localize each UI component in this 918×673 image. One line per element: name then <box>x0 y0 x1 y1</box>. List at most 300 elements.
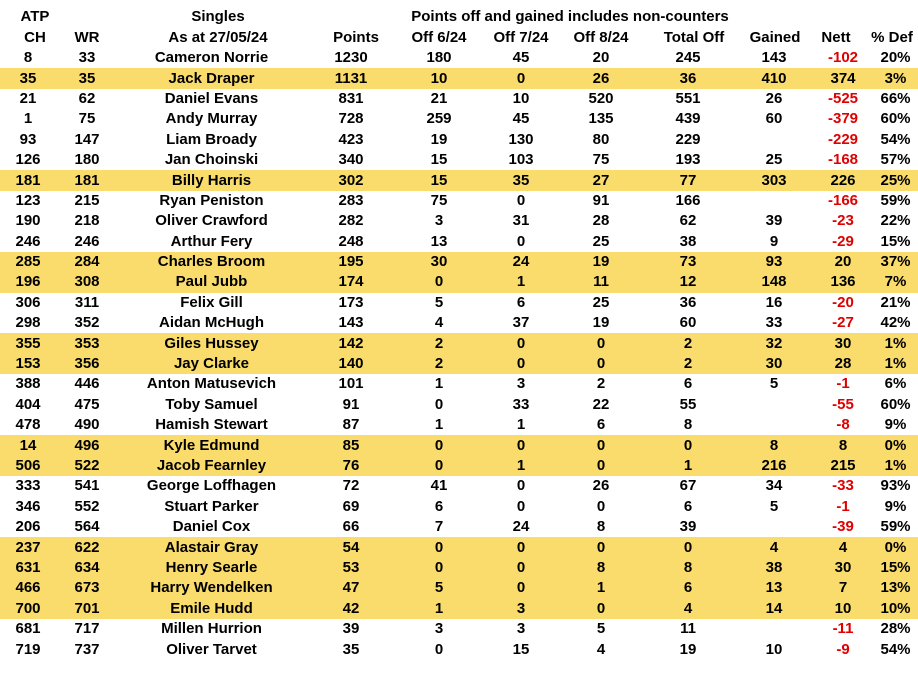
off-7-24-cell: 0 <box>481 578 561 598</box>
table-row <box>0 252 918 272</box>
total-off-cell: 0 <box>641 537 735 557</box>
nett-cell: -525 <box>827 89 859 107</box>
table-row <box>0 456 918 476</box>
pct-def-cell: 93% <box>880 477 911 495</box>
off-6-24-cell: 5 <box>434 293 444 311</box>
wr-cell: 218 <box>74 212 100 230</box>
wr-cell: 75 <box>78 110 96 128</box>
off-7-24-cell: 3 <box>516 620 526 638</box>
pct-def-cell: 9% <box>884 497 907 515</box>
player-name-cell: Jack Draper <box>118 68 305 88</box>
pct-def-cell: 7% <box>873 272 918 292</box>
total-off-cell: 6 <box>683 497 693 515</box>
wr-cell: 701 <box>56 599 118 619</box>
table-row <box>0 639 918 659</box>
off-8-24-column-header: Off 8/24 <box>573 29 629 46</box>
player-name-cell: George Loffhagen <box>146 477 277 495</box>
off-6-24-cell: 0 <box>397 558 481 578</box>
off-7-24-cell: 1 <box>481 456 561 476</box>
points-cell: 142 <box>305 333 397 353</box>
singles-header: Singles <box>191 8 245 25</box>
ch-cell: 35 <box>0 68 56 88</box>
off-6-24-cell: 7 <box>434 518 444 536</box>
points-cell: 54 <box>305 537 397 557</box>
off-7-24-cell: 3 <box>516 375 526 393</box>
total-off-cell: 60 <box>679 314 697 332</box>
player-name-cell: Felix Gill <box>180 293 243 311</box>
nett-cell: -229 <box>827 130 859 148</box>
off-6-24-cell: 21 <box>430 89 448 107</box>
points-cell: 282 <box>338 212 364 230</box>
points-cell: 69 <box>342 497 360 515</box>
off-7-24-cell: 0 <box>481 558 561 578</box>
player-name-cell: Stuart Parker <box>164 497 259 515</box>
total-off-cell: 2 <box>641 333 735 353</box>
pct-def-cell: 13% <box>873 578 918 598</box>
table-row <box>0 150 918 170</box>
ch-cell: 206 <box>15 518 41 536</box>
table-row <box>0 619 918 639</box>
as-at-date-header: As at 27/05/24 <box>168 29 268 46</box>
off-8-24-cell: 19 <box>592 314 610 332</box>
wr-cell: 541 <box>74 477 100 495</box>
player-name-cell: Daniel Evans <box>164 89 259 107</box>
player-name-cell: Toby Samuel <box>165 395 258 413</box>
player-name-cell: Charles Broom <box>118 252 305 272</box>
player-name-cell: Oliver Crawford <box>155 212 268 230</box>
off-7-24-cell: 37 <box>512 314 530 332</box>
pct-def-cell: 66% <box>880 89 911 107</box>
total-off-column-header: Total Off <box>663 29 725 46</box>
table-row <box>0 333 918 353</box>
gained-cell: 4 <box>735 537 813 557</box>
ch-cell: 21 <box>19 89 37 107</box>
off-8-24-cell: 26 <box>592 477 610 495</box>
wr-cell: 353 <box>56 333 118 353</box>
off-8-24-cell: 25 <box>592 232 610 250</box>
total-off-cell: 62 <box>679 212 697 230</box>
pct-def-column-header: % Def <box>871 29 913 46</box>
gained-cell: 14 <box>735 599 813 619</box>
off-7-24-cell: 0 <box>516 191 526 209</box>
gained-cell <box>735 619 813 639</box>
total-off-cell: 36 <box>679 293 697 311</box>
off-6-24-cell: 6 <box>434 497 444 515</box>
player-name-cell: Emile Hudd <box>118 599 305 619</box>
ch-cell: 466 <box>0 578 56 598</box>
nett-cell: -20 <box>832 293 854 311</box>
off-8-24-cell: 8 <box>561 558 641 578</box>
off-8-24-cell: 20 <box>592 49 610 67</box>
player-name-cell: Henry Searle <box>118 558 305 578</box>
points-cell: 728 <box>338 110 364 128</box>
off-7-24-cell: 35 <box>481 170 561 190</box>
gained-cell: 25 <box>765 151 783 169</box>
nett-cell: -33 <box>832 477 854 495</box>
total-off-cell: 8 <box>641 558 735 578</box>
ch-cell: 123 <box>15 191 41 209</box>
points-cell: 72 <box>342 477 360 495</box>
nett-cell: 374 <box>813 68 873 88</box>
total-off-cell: 8 <box>683 416 693 434</box>
off-8-24-cell: 0 <box>561 456 641 476</box>
pct-def-cell: 1% <box>873 333 918 353</box>
points-note-header: Points off and gained includes non-counters <box>411 8 729 25</box>
wr-cell: 737 <box>74 640 100 658</box>
wr-column-header: WR <box>74 29 100 46</box>
nett-cell: 215 <box>813 456 873 476</box>
points-cell: 340 <box>338 151 364 169</box>
ch-cell: 153 <box>0 354 56 374</box>
off-8-24-cell: 0 <box>561 599 641 619</box>
player-name-cell: Cameron Norrie <box>154 49 269 67</box>
ch-cell: 298 <box>15 314 41 332</box>
player-name-cell: Jacob Fearnley <box>118 456 305 476</box>
player-name-cell: Jan Choinski <box>164 151 259 169</box>
ch-cell: 237 <box>0 537 56 557</box>
off-6-24-cell: 0 <box>434 640 444 658</box>
off-6-24-cell: 0 <box>397 537 481 557</box>
off-7-24-cell: 24 <box>481 252 561 272</box>
gained-cell: 39 <box>765 212 783 230</box>
wr-cell: 35 <box>56 68 118 88</box>
off-6-24-cell: 1 <box>434 416 444 434</box>
ch-column-header: CH <box>24 29 46 46</box>
gained-cell <box>735 130 813 150</box>
ch-cell: 246 <box>15 232 41 250</box>
points-cell: 195 <box>305 252 397 272</box>
off-8-24-cell: 5 <box>596 620 606 638</box>
nett-cell: 4 <box>813 537 873 557</box>
off-6-24-cell: 15 <box>397 170 481 190</box>
off-6-24-cell: 10 <box>397 68 481 88</box>
total-off-cell: 73 <box>641 252 735 272</box>
off-7-24-cell: 0 <box>481 435 561 455</box>
off-7-24-cell: 45 <box>512 110 530 128</box>
pct-def-cell: 22% <box>880 212 911 230</box>
gained-cell: 5 <box>769 497 779 515</box>
off-6-24-cell: 75 <box>430 191 448 209</box>
off-6-24-cell: 2 <box>397 354 481 374</box>
off-7-24-cell: 33 <box>512 395 530 413</box>
nett-column-header: Nett <box>821 29 851 46</box>
off-8-24-cell: 0 <box>561 537 641 557</box>
points-cell: 66 <box>342 518 360 536</box>
pct-def-cell: 54% <box>880 130 911 148</box>
points-cell: 1230 <box>334 49 368 67</box>
nett-cell: 8 <box>813 435 873 455</box>
gained-cell: 30 <box>735 354 813 374</box>
table-row <box>0 313 918 333</box>
table-row <box>0 170 918 190</box>
nett-cell: 7 <box>813 578 873 598</box>
table-row <box>0 293 918 313</box>
wr-cell: 284 <box>56 252 118 272</box>
table-row <box>0 599 918 619</box>
ch-cell: 388 <box>15 375 41 393</box>
nett-cell: -1 <box>836 497 850 515</box>
off-8-24-cell: 8 <box>596 518 606 536</box>
wr-cell: 475 <box>74 395 100 413</box>
nett-cell: -1 <box>836 375 850 393</box>
off-7-24-cell: 1 <box>516 416 526 434</box>
table-row <box>0 109 918 129</box>
total-off-cell: 77 <box>641 170 735 190</box>
off-7-24-cell: 15 <box>512 640 530 658</box>
off-6-24-cell: 41 <box>430 477 448 495</box>
off-7-24-cell: 0 <box>481 354 561 374</box>
table-row <box>0 415 918 435</box>
player-name-cell: Andy Murray <box>165 110 258 128</box>
nett-cell: -55 <box>832 395 854 413</box>
off-8-24-cell: 0 <box>561 354 641 374</box>
player-name-cell: Anton Matusevich <box>146 375 277 393</box>
nett-cell: -168 <box>827 151 859 169</box>
table-row <box>0 232 918 252</box>
off-8-24-cell: 80 <box>592 130 610 148</box>
player-name-cell: Daniel Cox <box>172 518 251 536</box>
off-6-24-cell: 1 <box>434 375 444 393</box>
pct-def-cell: 42% <box>880 314 911 332</box>
gained-cell: 5 <box>769 375 779 393</box>
off-7-24-cell: 0 <box>516 497 526 515</box>
total-off-cell: 245 <box>675 49 701 67</box>
gained-cell: 26 <box>765 89 783 107</box>
table-row <box>0 435 918 455</box>
off-6-24-cell: 259 <box>426 110 452 128</box>
nett-cell: -11 <box>832 620 854 638</box>
nett-cell: -29 <box>832 232 854 250</box>
points-cell: 140 <box>305 354 397 374</box>
table-row <box>0 130 918 150</box>
off-6-24-cell: 30 <box>397 252 481 272</box>
ch-cell: 190 <box>15 212 41 230</box>
pct-def-cell: 6% <box>884 375 907 393</box>
off-8-24-cell: 0 <box>596 497 606 515</box>
pct-def-cell: 15% <box>880 232 911 250</box>
table-row <box>0 578 918 598</box>
ch-cell: 681 <box>15 620 41 638</box>
table-body <box>0 48 918 660</box>
wr-cell: 446 <box>74 375 100 393</box>
off-6-24-cell: 1 <box>397 599 481 619</box>
player-name-cell: Harry Wendelken <box>118 578 305 598</box>
gained-cell: 60 <box>765 110 783 128</box>
pct-def-cell: 60% <box>880 395 911 413</box>
wr-cell: 180 <box>74 151 100 169</box>
total-off-cell: 551 <box>675 89 701 107</box>
off-6-24-cell: 0 <box>397 272 481 292</box>
off-6-24-cell: 3 <box>434 620 444 638</box>
gained-cell: 303 <box>735 170 813 190</box>
pct-def-cell: 59% <box>880 518 911 536</box>
nett-cell: -166 <box>827 191 859 209</box>
off-7-24-cell: 1 <box>481 272 561 292</box>
gained-cell: 38 <box>735 558 813 578</box>
gained-cell <box>735 191 813 211</box>
nett-cell: 28 <box>813 354 873 374</box>
player-name-cell: Kyle Edmund <box>118 435 305 455</box>
player-name-cell: Ryan Peniston <box>159 191 264 209</box>
player-name-cell: Giles Hussey <box>118 333 305 353</box>
table-row <box>0 537 918 557</box>
gained-cell <box>735 517 813 537</box>
ch-cell: 700 <box>0 599 56 619</box>
off-7-24-cell: 0 <box>481 68 561 88</box>
ch-cell: 181 <box>0 170 56 190</box>
total-off-cell: 439 <box>675 110 701 128</box>
player-name-cell: Liam Broady <box>166 130 257 148</box>
gained-cell: 148 <box>735 272 813 292</box>
gained-cell <box>735 395 813 415</box>
pct-def-cell: 28% <box>880 620 911 638</box>
gained-cell: 93 <box>735 252 813 272</box>
off-8-24-cell: 19 <box>561 252 641 272</box>
player-name-cell: Paul Jubb <box>118 272 305 292</box>
off-6-24-cell: 15 <box>430 151 448 169</box>
off-8-24-cell: 11 <box>561 272 641 292</box>
ch-cell: 404 <box>15 395 41 413</box>
points-cell: 91 <box>342 395 360 413</box>
total-off-cell: 11 <box>680 620 696 638</box>
off-7-24-cell: 0 <box>516 477 526 495</box>
off-7-24-cell: 24 <box>512 518 530 536</box>
table-row <box>0 191 918 211</box>
gained-cell: 13 <box>735 578 813 598</box>
wr-cell: 62 <box>78 89 96 107</box>
wr-cell: 564 <box>74 518 100 536</box>
wr-cell: 311 <box>74 293 100 311</box>
nett-cell: 30 <box>813 558 873 578</box>
off-8-24-cell: 520 <box>588 89 614 107</box>
points-cell: 53 <box>305 558 397 578</box>
wr-cell: 522 <box>56 456 118 476</box>
points-cell: 831 <box>338 89 364 107</box>
nett-cell: -39 <box>832 518 854 536</box>
gained-cell: 8 <box>735 435 813 455</box>
wr-cell: 552 <box>74 497 100 515</box>
ch-cell: 1 <box>23 110 33 128</box>
ch-cell: 196 <box>0 272 56 292</box>
table-row <box>0 374 918 394</box>
wr-cell: 215 <box>74 191 100 209</box>
wr-cell: 308 <box>56 272 118 292</box>
off-8-24-cell: 22 <box>592 395 610 413</box>
gained-cell: 16 <box>765 293 783 311</box>
wr-cell: 673 <box>56 578 118 598</box>
gained-cell: 143 <box>761 49 787 67</box>
points-column-header: Points <box>333 29 379 46</box>
off-8-24-cell: 4 <box>596 640 606 658</box>
off-7-24-cell: 103 <box>508 151 534 169</box>
wr-cell: 246 <box>74 232 100 250</box>
points-cell: 283 <box>338 191 364 209</box>
wr-cell: 490 <box>74 416 100 434</box>
ch-cell: 126 <box>15 151 41 169</box>
points-cell: 39 <box>342 620 360 638</box>
pct-def-cell: 0% <box>873 537 918 557</box>
total-off-cell: 55 <box>679 395 697 413</box>
off-8-24-cell: 135 <box>588 110 614 128</box>
pct-def-cell: 1% <box>873 354 918 374</box>
total-off-cell: 36 <box>641 68 735 88</box>
wr-cell: 622 <box>56 537 118 557</box>
points-cell: 85 <box>305 435 397 455</box>
player-name-cell: Hamish Stewart <box>155 416 268 434</box>
nett-cell: 30 <box>813 333 873 353</box>
ch-cell: 14 <box>0 435 56 455</box>
ch-cell: 93 <box>19 130 37 148</box>
table-row <box>0 68 918 88</box>
atp-header: ATP <box>20 8 50 25</box>
ch-cell: 478 <box>15 416 41 434</box>
total-off-cell: 229 <box>675 130 701 148</box>
pct-def-cell: 60% <box>880 110 911 128</box>
points-cell: 47 <box>305 578 397 598</box>
points-cell: 174 <box>305 272 397 292</box>
pct-def-cell: 3% <box>873 68 918 88</box>
wr-cell: 352 <box>74 314 100 332</box>
pct-def-cell: 37% <box>873 252 918 272</box>
player-name-cell: Aidan McHugh <box>159 314 264 332</box>
wr-cell: 147 <box>74 130 100 148</box>
nett-cell: -9 <box>836 640 850 658</box>
points-cell: 1131 <box>305 68 397 88</box>
ch-cell: 506 <box>0 456 56 476</box>
off-6-24-cell: 0 <box>397 435 481 455</box>
total-off-cell: 193 <box>675 151 701 169</box>
points-cell: 87 <box>342 416 360 434</box>
off-7-24-cell: 130 <box>508 130 534 148</box>
ch-cell: 346 <box>15 497 41 515</box>
off-7-24-cell: 31 <box>512 212 530 230</box>
off-6-24-cell: 2 <box>397 333 481 353</box>
off-8-24-cell: 91 <box>592 191 610 209</box>
total-off-cell: 2 <box>641 354 735 374</box>
wr-cell: 496 <box>56 435 118 455</box>
player-name-cell: Oliver Tarvet <box>166 640 257 658</box>
gained-cell: 32 <box>735 333 813 353</box>
table-row <box>0 211 918 231</box>
total-off-cell: 12 <box>641 272 735 292</box>
nett-cell: -8 <box>836 416 850 434</box>
gained-cell: 410 <box>735 68 813 88</box>
off-8-24-cell: 75 <box>592 151 610 169</box>
table-row <box>0 476 918 496</box>
off-6-24-cell: 19 <box>430 130 448 148</box>
total-off-cell: 166 <box>675 191 701 209</box>
pct-def-cell: 20% <box>880 49 911 67</box>
ch-cell: 355 <box>0 333 56 353</box>
table-row <box>0 517 918 537</box>
gained-cell: 216 <box>735 456 813 476</box>
wr-cell: 181 <box>56 170 118 190</box>
points-cell: 423 <box>338 130 364 148</box>
off-8-24-cell: 2 <box>596 375 606 393</box>
off-7-24-cell: 6 <box>516 293 526 311</box>
nett-cell: -379 <box>827 110 859 128</box>
nett-cell: -102 <box>827 49 859 67</box>
total-off-cell: 0 <box>641 435 735 455</box>
gained-cell: 9 <box>769 232 779 250</box>
player-name-cell: Billy Harris <box>118 170 305 190</box>
total-off-cell: 38 <box>679 232 697 250</box>
total-off-cell: 39 <box>679 518 697 536</box>
pct-def-cell: 9% <box>884 416 907 434</box>
player-name-cell: Millen Hurrion <box>161 620 262 638</box>
total-off-cell: 6 <box>641 578 735 598</box>
ch-cell: 719 <box>15 640 41 658</box>
